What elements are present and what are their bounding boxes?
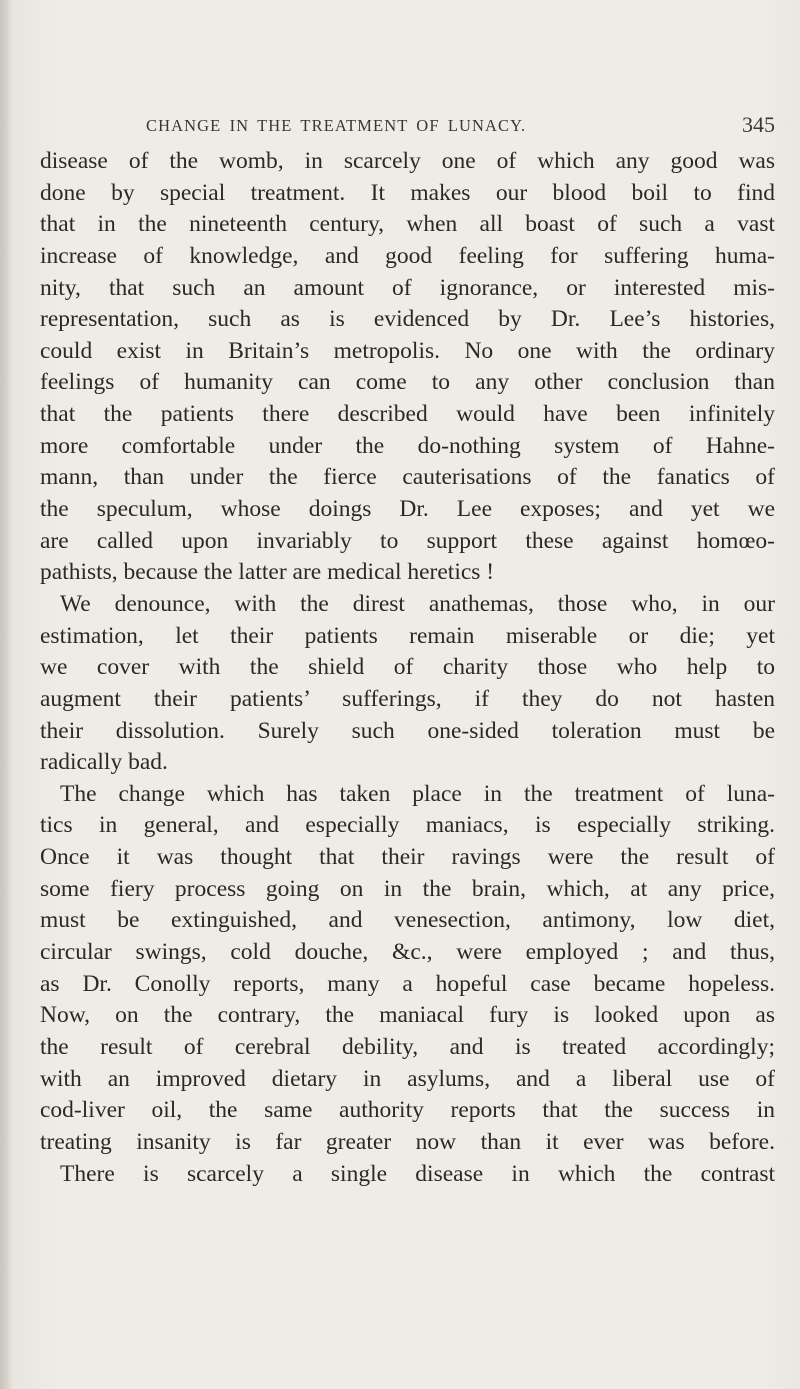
text-line: Now, on the contrary, the maniacal fury is looked upon as <box>40 1002 775 1029</box>
text-line: we cover with the shield of charity those who help to <box>40 654 775 681</box>
text-line: nity, that such an amount of ignorance, or interested mis- <box>40 274 775 301</box>
text-line: treating insanity is far greater now than it ever was before. <box>40 1128 775 1155</box>
page-number: 345 <box>742 112 775 137</box>
spine-shadow <box>0 0 12 1389</box>
text-line: The change which has taken place in the treatment of luna- <box>60 780 775 807</box>
text-line: cod-liver oil, the same authority reports that the success in <box>40 1097 775 1124</box>
text-line: the speculum, whose doings Dr. Lee exposes; and yet we <box>40 496 775 523</box>
running-head <box>40 112 775 140</box>
text-line: There is scarcely a single disease in which the contrast <box>60 1160 775 1187</box>
text-line: circular swings, cold douche, &c., were employed ; and thus, <box>40 939 775 966</box>
text-line: radically bad. <box>40 749 168 776</box>
text-line: with an improved dietary in asylums, and a liberal use of <box>40 1065 775 1092</box>
text-line: pathists, because the latter are medical heretics ! <box>40 559 495 586</box>
text-line: the result of cerebral debility, and is treated accordingly; <box>40 1033 775 1060</box>
text-line: some fiery process going on in the brain, which, at any price, <box>40 875 775 902</box>
text-line: augment their patients’ sufferings, if they do not hasten <box>40 685 775 712</box>
text-line: that the patients there described would have been infinitely <box>40 401 775 428</box>
body-text <box>40 146 775 1190</box>
text-line: mann, than under the fierce cauterisations of the fanatics of <box>40 464 775 491</box>
text-line: representation, such as is evidenced by Dr. Lee’s histories, <box>40 306 775 333</box>
text-line: disease of the womb, in scarcely one of which any good was <box>40 148 775 174</box>
text-line: more comfortable under the do-nothing system of Hahne- <box>40 432 775 459</box>
text-line: are called upon invariably to support these against homœo- <box>40 527 775 554</box>
text-line: could exist in Britain’s metropolis. No one with the ordinary <box>40 337 775 364</box>
text-line: must be extinguished, and venesection, antimony, low diet, <box>40 907 775 934</box>
text-line: estimation, let their patients remain miserable or die; yet <box>40 622 775 649</box>
text-line: Once it was thought that their ravings were the result of <box>40 844 775 871</box>
running-title: CHANGE IN THE TREATMENT OF LUNACY. <box>146 116 527 135</box>
text-line: We denounce, with the direst anathemas, those who, in our <box>60 590 775 617</box>
text-line: as Dr. Conolly reports, many a hopeful case became hopeless. <box>40 970 775 997</box>
text-line: done by special treatment. It makes our blood boil to find <box>40 179 775 206</box>
text-line: their dissolution. Surely such one-sided toleration must be <box>40 717 775 744</box>
text-line: that in the nineteenth century, when all boast of such a vast <box>40 211 775 238</box>
text-line: tics in general, and especially maniacs, is especially striking. <box>40 812 775 839</box>
text-line: feelings of humanity can come to any other conclusion than <box>40 369 775 396</box>
text-line: increase of knowledge, and good feeling for suffering huma- <box>40 242 775 269</box>
